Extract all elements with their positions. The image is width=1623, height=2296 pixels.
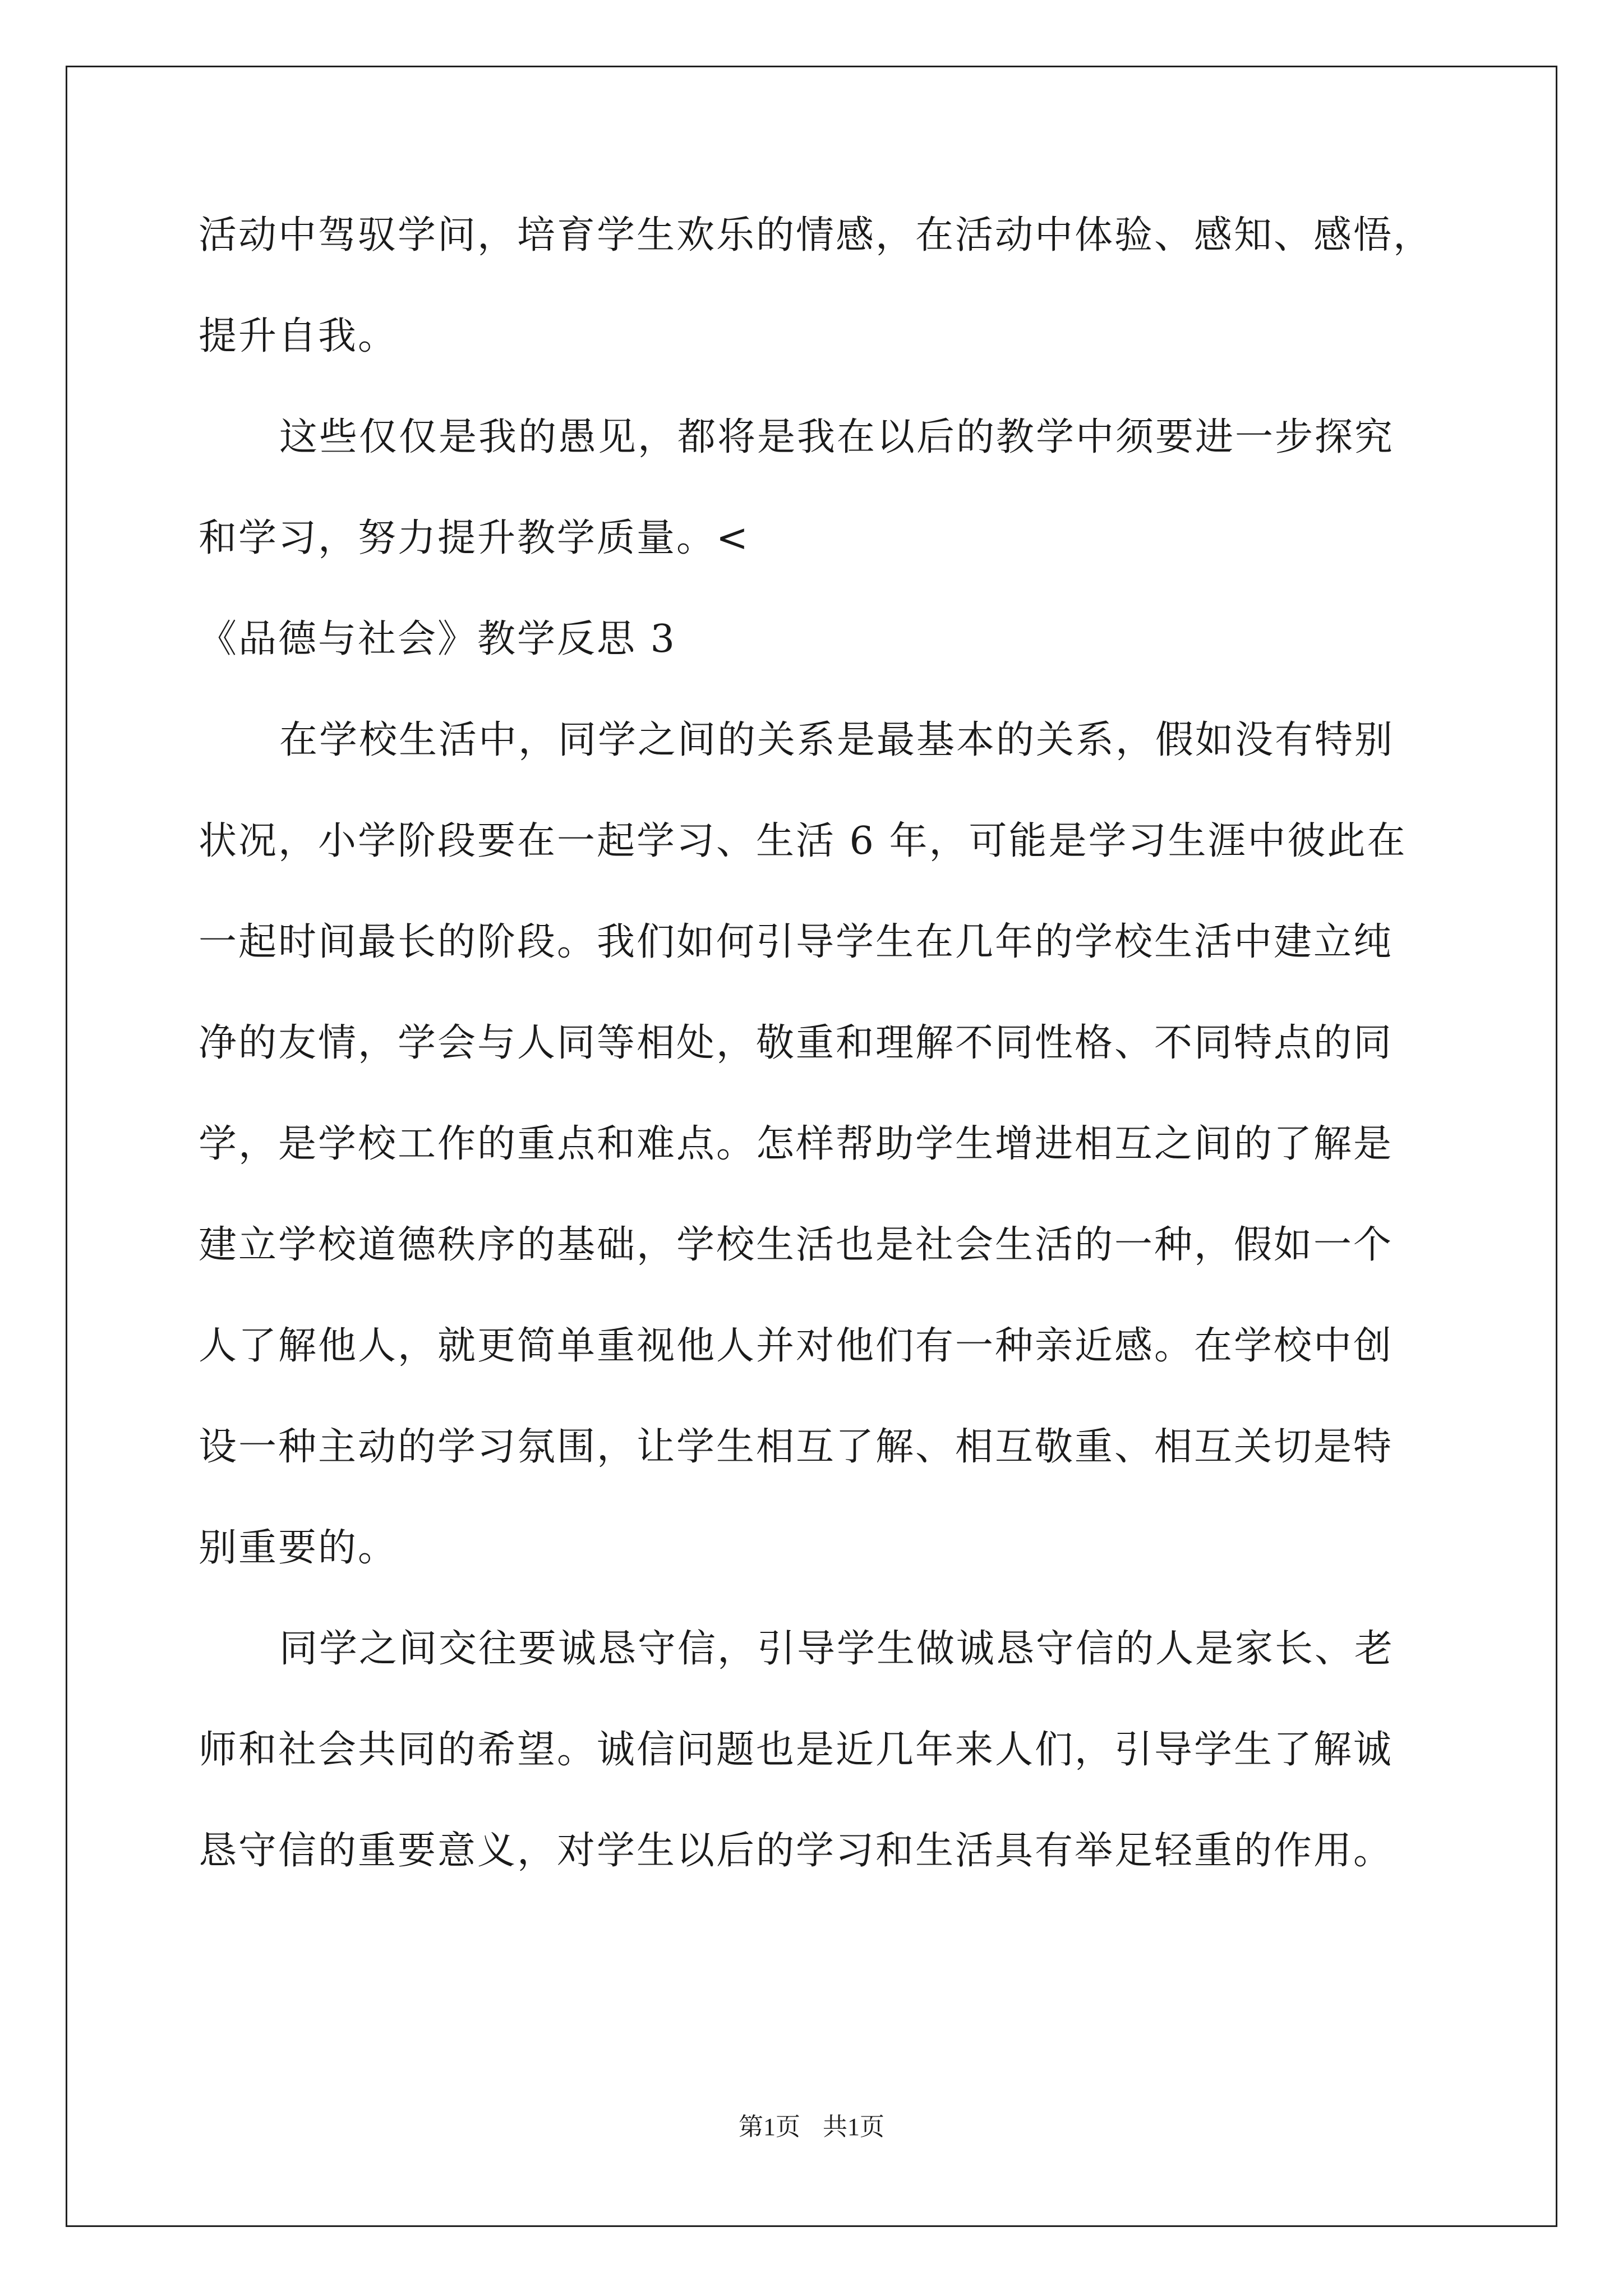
- section-heading: 《品德与社会》教学反思 3: [199, 617, 676, 661]
- page-number-current: 第1页: [739, 2113, 800, 2141]
- page-footer: [0, 2106, 1623, 2142]
- text-line: 人了解他人，就更简单重视他人并对他们有一种亲近感。在学校中创: [199, 1324, 1394, 1368]
- text-line: 这些仅仅是我的愚见，都将是我在以后的教学中须要进一步探究: [279, 415, 1395, 459]
- text-line: 学，是学校工作的重点和难点。怎样帮助学生增进相互之间的了解是: [199, 1122, 1394, 1166]
- text-line: 活动中驾驭学问，培育学生欢乐的情感，在活动中体验、感知、感悟，: [199, 213, 1433, 257]
- text-line: 恳守信的重要意义，对学生以后的学习和生活具有举足轻重的作用。: [199, 1829, 1394, 1873]
- text-line: 提升自我。: [199, 314, 398, 358]
- text-line: 和学习，努力提升教学质量。<: [199, 516, 750, 560]
- text-line: 建立学校道德秩序的基础，学校生活也是社会生活的一种，假如一个: [199, 1223, 1394, 1267]
- document-body: [199, 185, 1432, 1902]
- page-number-total: 共1页: [823, 2113, 884, 2141]
- text-line: 一起时间最长的阶段。我们如何引导学生在几年的学校生活中建立纯: [199, 920, 1394, 964]
- text-line: 设一种主动的学习氛围，让学生相互了解、相互敬重、相互关切是特: [199, 1425, 1394, 1469]
- text-line: 别重要的。: [199, 1526, 398, 1570]
- text-line: 同学之间交往要诚恳守信，引导学生做诚恳守信的人是家长、老: [279, 1627, 1395, 1671]
- text-line: 状况，小学阶段要在一起学习、生活 6 年，可能是学习生涯中彼此在: [199, 819, 1407, 863]
- text-line: 在学校生活中，同学之间的关系是最基本的关系，假如没有特别: [279, 718, 1395, 762]
- text-line: 净的友情，学会与人同等相处，敬重和理解不同性格、不同特点的同: [199, 1021, 1394, 1065]
- text-line: 师和社会共同的希望。诚信问题也是近几年来人们，引导学生了解诚: [199, 1728, 1394, 1772]
